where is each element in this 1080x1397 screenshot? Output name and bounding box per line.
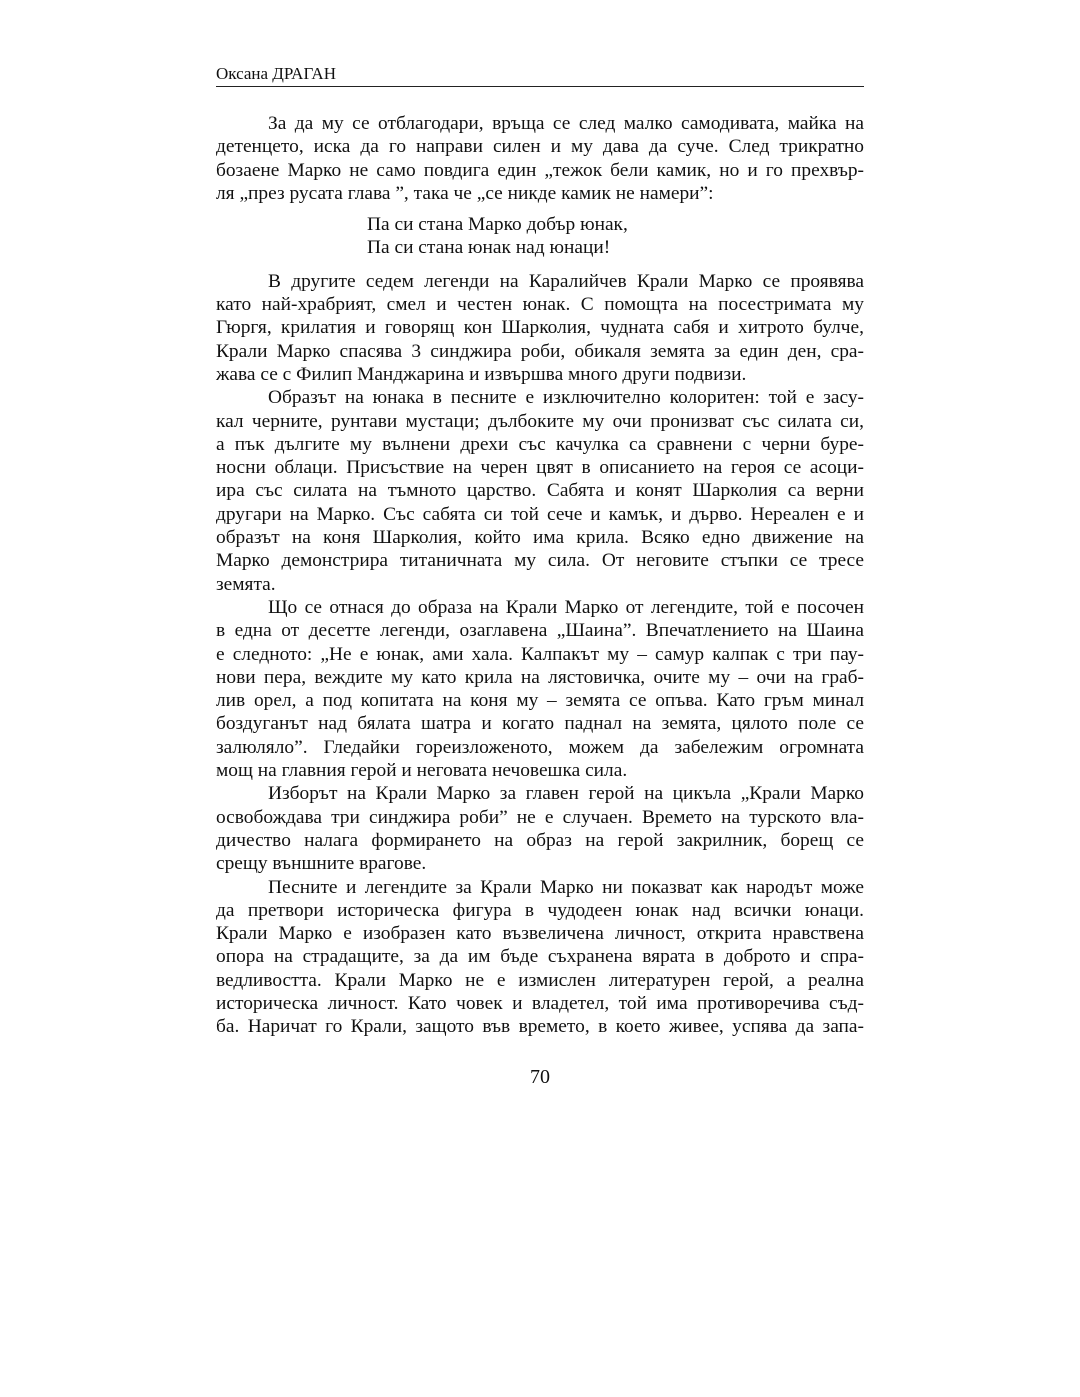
paragraph — [216, 876, 864, 1039]
running-header: Оксана ДРАГАН — [216, 64, 864, 87]
text-line: детенцето, иска да го направи силен и му дава да суче. След трикратно — [216, 136, 864, 158]
text-line: образът на коня Шарколия, който има крила. Всяко едно движение на — [216, 527, 864, 549]
text-line: мощ на главния герой и неговата нечовешка сила. — [216, 760, 628, 782]
text-line: в една от десетте легенди, озаглавена „Шаина”. Впечатлението на Шаина — [216, 620, 864, 642]
text-line: освобождава три синджира роби” не е случаен. Времето на турското вла- — [216, 806, 864, 828]
text-line: носни облаци. Присъствие на черен цвят в описанието на героя се асоци- — [216, 457, 864, 479]
text-line: лив орел, а под копитата на коня му – земята се опъва. Като гръм минал — [216, 690, 864, 712]
text-line: Що се отнася до образа на Крали Марко от легендите, той е посочен — [268, 596, 864, 618]
text-line: другари на Марко. Със сабята си той сече и камък, и дърво. Нереален е и — [216, 503, 864, 525]
verse-quote — [367, 213, 864, 260]
text-line: Марко демонстрира титаничната му сила. От неговите стъпки се тресе — [216, 550, 864, 572]
text-line: За да му се отблагодари, връща се след малко самодивата, майка на — [268, 113, 864, 134]
text-line: Песните и легендите за Крали Марко ни показват как народът може — [268, 876, 864, 898]
paragraph — [216, 596, 864, 782]
text-line: Гюргя, крилатия и говорящ кон Шарколия, чудната сабя и хитрото булче, — [216, 317, 864, 339]
verse-line: Па си стана Марко добър юнак, — [367, 214, 628, 236]
text-line: срещу външните врагове. — [216, 853, 427, 875]
text-line: жава се с Филип Манджарина и извършва много други подвизи. — [216, 363, 747, 385]
text-line: Изборът на Крали Марко за главен герой на цикъла „Крали Марко — [268, 783, 864, 805]
text-line: ба. Наричат го Крали, защото във времето, в което живее, успява да запа- — [216, 1016, 864, 1038]
paragraph — [216, 270, 864, 386]
paragraph — [216, 112, 864, 205]
text-line: дичество налага формирането на образ на герой закрилник, борещ се — [216, 829, 864, 851]
paragraph — [216, 386, 864, 596]
text-line: земята. — [216, 573, 276, 595]
text-line: бозаене Марко не само повдига един „тежок бели камик, но и го прехвър- — [216, 159, 864, 181]
text-line: залюляло”. Гледайки гореизложеното, можем да забележим огромната — [216, 736, 864, 758]
body-text — [216, 112, 864, 1039]
text-line: ира със силата на тъмното царство. Сабята и конят Шарколия са верни — [216, 480, 864, 502]
text-line: като най-храбрият, смел и честен юнак. С помощта на посестримата му — [216, 294, 864, 316]
text-line: кал черните, рунтави мустаци; дълбоките му очи пронизват със силата си, — [216, 410, 864, 432]
text-line: историческа личност. Като човек и владетел, той има противоречива съд- — [216, 992, 864, 1014]
verse-line: Па си стана юнак над юнаци! — [367, 237, 611, 259]
text-line: опора на страдащите, за да им бъде съхранена вярата в доброто и спра- — [216, 946, 864, 968]
text-line: Образът на юнака в песните е изключително колоритен: той е засу- — [268, 387, 864, 409]
text-line: В другите седем легенди на Каралийчев Крали Марко се проявява — [268, 270, 864, 292]
text-line: а пък дългите му вълнени дрехи със качулка са сравнени с черни буре- — [216, 433, 864, 455]
text-line: боздуганът над бялата шатра и когато паднал на земята, цялото поле се — [216, 713, 864, 735]
text-line: Крали Марко спасява 3 синджира роби, обикаля земята за един ден, сра- — [216, 340, 864, 362]
text-line: да претвори историческа фигура в чудодеен юнак над всички юнаци. — [216, 899, 864, 921]
text-line: ля „през русата глава ”, така че „се никде камик не намери”: — [216, 182, 714, 204]
paragraph — [216, 782, 864, 875]
page-number: 70 — [530, 1066, 550, 1088]
text-line: е следното: „Не е юнак, ами хала. Калпакът му – самур калпак с три пау- — [216, 643, 864, 665]
text-line: Крали Марко е изобразен като възвеличена личност, открита нравствена — [216, 923, 864, 945]
text-line: ведливостта. Крали Марко не е измислен литературен герой, а реална — [216, 969, 864, 991]
text-line: нови пера, веждите му като крила на лястовичка, очите му – очи на граб- — [216, 666, 864, 688]
